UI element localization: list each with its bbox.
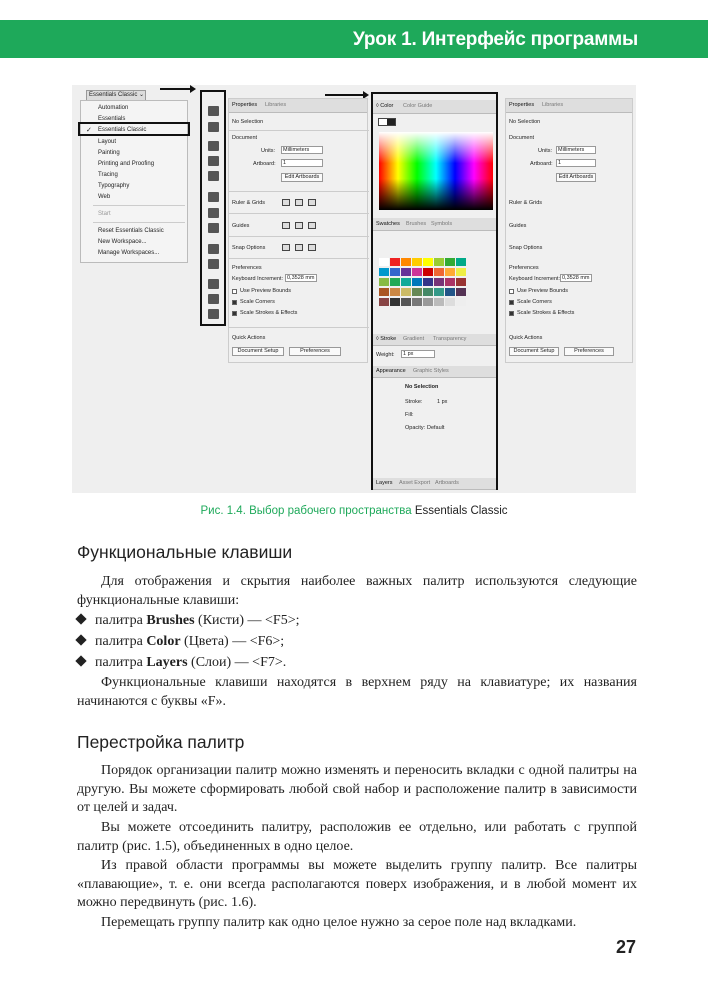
ruler-grids-label: Ruler & Grids <box>232 200 266 206</box>
keyboard-increment-label: Keyboard Increment: <box>232 276 284 282</box>
artboard-label: Artboard: <box>530 161 553 167</box>
color-swatch[interactable] <box>412 268 422 276</box>
tab-properties[interactable]: Properties <box>509 102 535 108</box>
transparency-grid-icon[interactable] <box>308 199 316 206</box>
bullet-item: палитра Layers (Слои) — <F7>. <box>77 654 286 672</box>
snap-pixel-icon[interactable] <box>308 244 316 251</box>
color-swatch[interactable] <box>412 258 422 266</box>
ws-item-web[interactable]: Web <box>98 194 111 200</box>
use-preview-bounds-checkbox[interactable] <box>509 289 514 294</box>
ws-item-start[interactable]: Start <box>98 211 111 217</box>
color-swatch[interactable] <box>434 268 444 276</box>
caption-name: Essentials Classic <box>414 505 508 517</box>
divider <box>229 258 369 259</box>
image-icon[interactable] <box>208 141 219 151</box>
diamond-bullet-icon <box>75 613 86 624</box>
color-spectrum[interactable] <box>379 132 493 210</box>
color-swatch[interactable] <box>401 268 411 276</box>
scale-strokes-label: Scale Strokes & Effects <box>517 310 575 316</box>
color-swatch[interactable] <box>456 268 466 276</box>
tab-asset-export[interactable]: Asset Export <box>399 480 431 486</box>
color-swatch[interactable] <box>401 258 411 266</box>
color-swatch[interactable] <box>390 278 400 286</box>
use-preview-bounds-checkbox[interactable] <box>232 289 237 294</box>
scale-corners-label: Scale Corners <box>517 299 552 305</box>
color-swatch[interactable] <box>379 288 389 296</box>
scale-corners-checkbox[interactable] <box>509 300 514 305</box>
color-swatch[interactable] <box>379 258 389 266</box>
figure-caption <box>0 505 708 517</box>
snap-options-label: Snap Options <box>509 245 543 251</box>
ws-item-painting[interactable]: Painting <box>98 150 120 156</box>
workspace-switcher-button[interactable]: Essentials Classic ⌄ <box>86 90 146 101</box>
color-swatch[interactable] <box>412 288 422 296</box>
bullet-item: палитра Color (Цвета) — <F6>; <box>77 633 284 651</box>
edit-artboards-button[interactable]: Edit Artboards <box>556 173 596 182</box>
color-swatch[interactable] <box>379 268 389 276</box>
ws-item-essentials[interactable]: Essentials <box>98 116 126 122</box>
preferences-heading: Preferences <box>509 265 539 271</box>
paragraph: Функциональные клавиши находятся в верхнем ряду на клавиатуре; их названия начинаются с буквы «F». <box>77 675 637 709</box>
grid-icon[interactable] <box>295 199 303 206</box>
ws-item-automation[interactable]: Automation <box>98 105 129 111</box>
stroke-value: 1 px <box>437 399 448 405</box>
menu-divider <box>93 222 185 223</box>
chapter-title: Урок 1. Интерфейс программы <box>352 29 638 50</box>
page-number: 27 <box>615 937 636 957</box>
color-swatch[interactable] <box>401 288 411 296</box>
keyboard-increment-field[interactable]: 0,3528 mm <box>285 274 317 282</box>
color-swatch[interactable] <box>390 298 400 306</box>
scale-corners-label: Scale Corners <box>240 299 275 305</box>
ws-item-printing[interactable]: Printing and Proofing <box>98 161 155 167</box>
tab-properties[interactable]: Properties <box>232 102 258 108</box>
stroke-tabs <box>373 334 496 346</box>
units-select[interactable]: Millimeters <box>281 146 323 154</box>
tab-artboards[interactable]: Artboards <box>435 480 459 486</box>
artboards-icon[interactable] <box>208 309 219 319</box>
scale-strokes-label: Scale Strokes & Effects <box>240 310 298 316</box>
use-preview-bounds-label: Use Preview Bounds <box>517 288 569 294</box>
ws-item-typography[interactable]: Typography <box>98 183 130 189</box>
tab-color[interactable]: ◊ Color <box>376 103 394 109</box>
appearance-tabs <box>373 366 496 378</box>
color-swatch[interactable] <box>434 288 444 296</box>
edit-artboards-button[interactable]: Edit Artboards <box>281 173 323 182</box>
document-setup-button[interactable]: Document Setup <box>232 347 284 356</box>
opacity-value: Default <box>427 425 445 431</box>
color-swatch[interactable] <box>401 298 411 306</box>
sun-icon[interactable] <box>208 244 219 254</box>
divider <box>229 213 369 214</box>
guides-label: Guides <box>509 223 527 229</box>
swatches-tabs <box>373 218 496 231</box>
color-swatch[interactable] <box>445 298 455 306</box>
properties-tabs <box>229 99 367 113</box>
color-swatch[interactable] <box>434 258 444 266</box>
color-swatch[interactable] <box>423 298 433 306</box>
color-swatch[interactable] <box>379 278 389 286</box>
fill-label[interactable]: Fill: <box>405 412 414 418</box>
properties-tabs <box>506 99 632 113</box>
units-label: Units: <box>538 148 553 154</box>
document-heading: Document <box>509 135 535 141</box>
checkmark-icon: ✓ <box>86 127 92 134</box>
preferences-button[interactable]: Preferences <box>564 347 614 356</box>
layers-tabs <box>373 478 496 490</box>
opacity-label[interactable]: Opacity: <box>405 425 426 431</box>
color-swatch[interactable] <box>423 288 433 296</box>
transform-icon[interactable] <box>208 259 219 269</box>
tab-layers[interactable]: Layers <box>376 480 393 486</box>
preferences-heading: Preferences <box>232 265 262 271</box>
no-selection-label: No Selection <box>232 119 264 125</box>
color-swatch[interactable] <box>434 298 444 306</box>
tab-libraries[interactable]: Libraries <box>265 102 287 108</box>
divider <box>229 191 369 192</box>
ruler-grids-label: Ruler & Grids <box>509 200 543 206</box>
color-swatch[interactable] <box>423 258 433 266</box>
tab-color-guide[interactable]: Color Guide <box>403 103 433 109</box>
artboard-select[interactable]: 1 <box>281 159 323 167</box>
stroke-lines-icon[interactable] <box>208 192 219 202</box>
caption-label: Рис. 1.4. <box>200 505 246 517</box>
appearance-no-selection: No Selection <box>405 384 439 390</box>
keyboard-increment-field[interactable]: 0,3528 mm <box>560 274 592 282</box>
color-tabs <box>373 100 496 114</box>
section-heading: Перестройка палитр <box>77 732 245 752</box>
tab-graphic-styles[interactable]: Graphic Styles <box>413 368 449 374</box>
weight-field[interactable]: 1 px <box>401 350 435 358</box>
export-icon[interactable] <box>208 294 219 304</box>
ws-item-manage[interactable]: Manage Workspaces... <box>98 250 160 256</box>
color-swatch[interactable] <box>456 288 466 296</box>
paragraph: Вы можете отсоединить палитру, расположив ее отдельно, или работать с группой палитр (рис. 1.5), объединенных в одно целое. <box>77 820 637 854</box>
scale-strokes-checkbox[interactable] <box>509 311 514 316</box>
panel-icon-strip <box>200 90 226 326</box>
ws-item-reset[interactable]: Reset Essentials Classic <box>98 228 164 234</box>
diamond-bullet-icon <box>75 655 86 666</box>
gradient-icon[interactable] <box>208 208 219 218</box>
tab-brushes[interactable]: Brushes <box>406 221 427 227</box>
guides-show-icon[interactable] <box>282 222 290 229</box>
color-swatch[interactable] <box>456 298 466 306</box>
ws-item-new-workspace[interactable]: New Workspace... <box>98 239 147 245</box>
menu-divider <box>93 205 185 206</box>
tab-gradient[interactable]: Gradient <box>403 336 425 342</box>
color-swatch[interactable] <box>379 298 389 306</box>
club-icon[interactable] <box>208 171 219 181</box>
ws-item-essentials-classic[interactable]: Essentials Classic <box>98 127 147 133</box>
document-setup-button[interactable]: Document Setup <box>509 347 559 356</box>
divider <box>229 327 369 328</box>
tab-symbols[interactable]: Symbols <box>431 221 453 227</box>
no-selection-label: No Selection <box>509 119 541 125</box>
smart-guides-icon[interactable] <box>308 222 316 229</box>
color-swatch[interactable] <box>412 298 422 306</box>
quick-actions-heading: Quick Actions <box>509 335 543 341</box>
diamond-bullet-icon <box>75 634 86 645</box>
guides-lock-icon[interactable] <box>295 222 303 229</box>
paragraph: Перемещать группу палитр как одно целое нужно за серое поле над вкладками. <box>101 915 577 930</box>
paragraph: Из правой области программы вы можете выделить группу палитр. Все палитры «плавающие», т. е. они всегда располагаются поверх изображения, и в любой момент их можно передвинуть (рис. 1.6). <box>77 858 637 910</box>
divider <box>229 236 369 237</box>
transparency-icon[interactable] <box>208 223 219 233</box>
fill-stroke-swatch[interactable] <box>378 118 396 126</box>
properties-panel <box>228 98 368 363</box>
tab-transparency[interactable]: Transparency <box>433 336 467 342</box>
caption-desc: Выбор рабочего пространства <box>249 505 412 517</box>
tab-libraries[interactable]: Libraries <box>542 102 564 108</box>
color-swatch[interactable] <box>390 288 400 296</box>
tab-swatches[interactable]: Swatches <box>376 221 400 227</box>
layers-icon[interactable] <box>208 279 219 289</box>
color-swatch[interactable] <box>423 278 433 286</box>
tab-appearance[interactable]: Appearance <box>376 368 406 374</box>
guides-label: Guides <box>232 223 250 229</box>
color-swatch[interactable] <box>445 278 455 286</box>
color-swatch[interactable] <box>434 278 444 286</box>
document-heading: Document <box>232 135 258 141</box>
color-swatch[interactable] <box>412 278 422 286</box>
divider <box>229 130 369 131</box>
paragraph: Порядок организации палитр можно изменять и переносить вкладки с одной палитры на другую. Вы можете сформировать любой свой набор и расположение палитр в зависимости от целей и задач. <box>77 763 637 815</box>
color-swatch[interactable] <box>445 258 455 266</box>
color-swatch[interactable] <box>456 258 466 266</box>
paragraph: Для отображения и скрытия наиболее важных палитр используются следующие функциональные клавиши: <box>77 574 637 608</box>
snap-options-label: Snap Options <box>232 245 266 251</box>
color-swatch[interactable] <box>445 268 455 276</box>
color-swatch[interactable] <box>445 288 455 296</box>
keyboard-increment-label: Keyboard Increment: <box>509 276 561 282</box>
puppet-icon[interactable] <box>208 156 219 166</box>
stroke-label[interactable]: Stroke: <box>405 399 423 405</box>
arrow-icon <box>325 94 365 96</box>
snap-grid-icon[interactable] <box>295 244 303 251</box>
color-panel-group <box>371 92 498 490</box>
scale-corners-checkbox[interactable] <box>232 300 237 305</box>
libraries-icon[interactable] <box>208 122 219 132</box>
properties-icon[interactable] <box>208 106 219 116</box>
arrow-icon <box>160 88 192 90</box>
ws-item-layout[interactable]: Layout <box>98 139 117 145</box>
units-select[interactable]: Millimeters <box>556 146 596 154</box>
section-heading: Функциональные клавиши <box>77 542 293 562</box>
weight-label: Weight: <box>376 352 395 358</box>
ws-item-tracing[interactable]: Tracing <box>98 172 118 178</box>
properties-panel-right <box>505 98 633 363</box>
selection-highlight-box <box>78 122 190 136</box>
use-preview-bounds-label: Use Preview Bounds <box>240 288 292 294</box>
artboard-label: Artboard: <box>253 161 276 167</box>
snap-point-icon[interactable] <box>282 244 290 251</box>
color-swatch[interactable] <box>390 268 400 276</box>
artboard-select[interactable]: 1 <box>556 159 596 167</box>
scale-strokes-checkbox[interactable] <box>232 311 237 316</box>
color-swatch[interactable] <box>390 258 400 266</box>
tab-stroke[interactable]: ◊ Stroke <box>376 336 397 342</box>
color-swatch[interactable] <box>401 278 411 286</box>
color-swatch[interactable] <box>423 268 433 276</box>
preferences-button[interactable]: Preferences <box>289 347 341 356</box>
color-swatch[interactable] <box>456 278 466 286</box>
bullet-item: палитра Brushes (Кисти) — <F5>; <box>77 612 300 630</box>
units-label: Units: <box>261 148 276 154</box>
quick-actions-heading: Quick Actions <box>232 335 266 341</box>
ruler-icon[interactable] <box>282 199 290 206</box>
